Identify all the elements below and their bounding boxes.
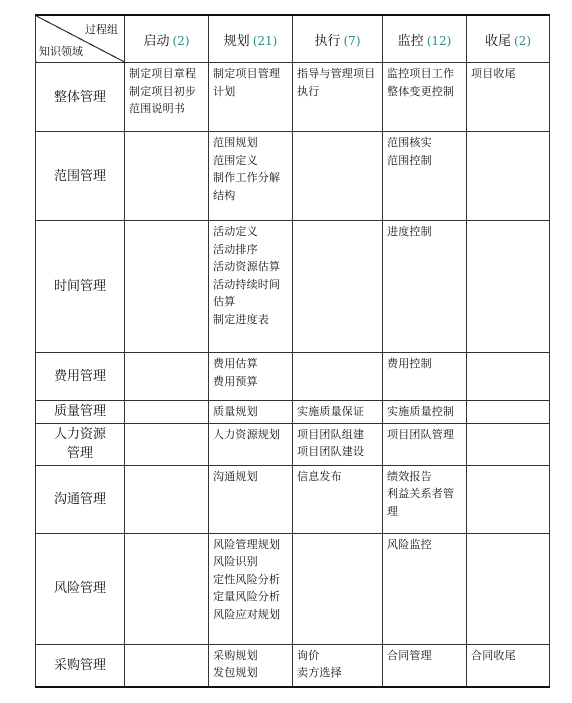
process-cell [125, 465, 209, 533]
process-item: 发包规划 [213, 666, 258, 679]
group-count: (2) [514, 33, 531, 48]
process-item: 沟通规划 [213, 469, 258, 483]
process-cell [467, 401, 550, 424]
process-item: 范围核实 [387, 136, 432, 149]
group-label: 规划 [223, 33, 250, 49]
process-cell [209, 465, 293, 533]
knowledge-area-label: 整体管理 [36, 63, 125, 132]
process-cell [209, 533, 293, 644]
table-row [36, 533, 550, 644]
process-cell [209, 132, 293, 221]
corner-header [36, 15, 125, 63]
process-item: 定性风险分析 [213, 572, 281, 586]
process-item: 活动定义 [213, 225, 258, 238]
process-item: 制作工作分解结构 [213, 171, 281, 202]
process-cell [209, 353, 293, 401]
process-cell [125, 221, 209, 353]
process-cell [209, 644, 293, 687]
process-cell [383, 353, 467, 401]
process-item: 整体变更控制 [387, 84, 455, 98]
process-cell [293, 423, 383, 465]
process-item: 信息发布 [297, 469, 342, 483]
knowledge-area-label: 采购管理 [36, 644, 125, 687]
process-item: 风险监控 [387, 537, 432, 551]
process-cell [209, 423, 293, 465]
process-item: 质量规划 [213, 405, 258, 418]
process-item: 风险识别 [213, 555, 258, 568]
process-cell [383, 423, 467, 465]
group-count: (2) [172, 33, 190, 48]
group-header-monitoring [383, 15, 467, 63]
process-item: 项目收尾 [471, 67, 516, 80]
process-item: 卖方选择 [297, 666, 342, 679]
table-row [36, 644, 550, 687]
corner-label-knowledge-areas: 知识领域 [39, 45, 83, 58]
knowledge-area-label: 范围管理 [36, 132, 125, 221]
process-item: 项目团队建设 [297, 445, 365, 458]
process-cell [467, 353, 550, 401]
process-item: 人力资源规划 [213, 427, 281, 441]
process-cell [293, 533, 383, 644]
process-cell [293, 465, 383, 533]
knowledge-area-label: 时间管理 [36, 221, 125, 353]
process-item: 制定进度表 [213, 312, 269, 326]
group-count: (12) [426, 33, 452, 48]
knowledge-area-label: 质量管理 [36, 401, 125, 424]
process-cell [467, 423, 550, 465]
process-cell [467, 644, 550, 687]
process-cell [209, 401, 293, 424]
process-cell [383, 132, 467, 221]
process-item: 实施质量控制 [387, 405, 455, 418]
group-label: 收尾 [484, 33, 511, 49]
group-label: 监控 [397, 33, 424, 49]
group-header-executing [293, 15, 383, 63]
process-cell [125, 63, 209, 132]
process-cell [383, 533, 467, 644]
process-cell [467, 465, 550, 533]
process-item: 范围控制 [387, 153, 432, 167]
process-item: 费用控制 [387, 357, 432, 370]
table-row [36, 465, 550, 533]
knowledge-area-label: 费用管理 [36, 353, 125, 401]
process-cell [125, 132, 209, 221]
group-count: (21) [252, 33, 278, 48]
process-item: 制定项目管理计划 [213, 67, 281, 98]
process-cell [383, 465, 467, 533]
table-row [36, 423, 550, 465]
group-header-initiating [125, 15, 209, 63]
table-row [36, 63, 550, 132]
process-cell [467, 132, 550, 221]
process-item: 合同收尾 [471, 648, 516, 662]
process-item: 活动排序 [213, 242, 258, 256]
process-cell [467, 533, 550, 644]
group-label: 启动 [143, 33, 170, 49]
process-cell [293, 221, 383, 353]
process-item: 定量风险分析 [213, 590, 281, 603]
process-cell [125, 423, 209, 465]
knowledge-area-label: 人力资源 管理 [36, 423, 125, 465]
process-item: 进度控制 [387, 225, 432, 238]
process-item: 询价 [297, 648, 320, 662]
process-cell [125, 533, 209, 644]
process-item: 费用预算 [213, 374, 258, 388]
process-cell [125, 353, 209, 401]
process-item: 制定项目初步范围说明书 [129, 84, 197, 115]
process-item: 范围定义 [213, 153, 258, 167]
process-cell [293, 132, 383, 221]
process-cell [293, 644, 383, 687]
header-row [36, 15, 550, 63]
table-row [36, 401, 550, 424]
knowledge-area-label: 沟通管理 [36, 465, 125, 533]
knowledge-area-label: 风险管理 [36, 533, 125, 644]
process-knowledge-matrix [35, 14, 550, 688]
process-cell [125, 401, 209, 424]
process-item: 利益关系者管理 [387, 487, 455, 518]
process-cell [209, 221, 293, 353]
table-row [36, 132, 550, 221]
process-item: 绩效报告 [387, 469, 432, 483]
group-header-planning [209, 15, 293, 63]
process-cell [383, 63, 467, 132]
process-item: 实施质量保证 [297, 405, 365, 418]
process-item: 费用估算 [213, 357, 258, 370]
group-count: (7) [343, 33, 361, 48]
table-row [36, 221, 550, 353]
process-item: 活动持续时间估算 [213, 277, 281, 308]
group-header-closing [467, 15, 550, 63]
process-cell [293, 353, 383, 401]
process-cell [383, 401, 467, 424]
matrix-body [36, 63, 550, 688]
process-item: 项目团队管理 [387, 427, 455, 441]
process-item: 活动资源估算 [213, 260, 281, 273]
process-cell [209, 63, 293, 132]
group-label: 执行 [314, 33, 341, 49]
process-item: 风险应对规划 [213, 607, 281, 621]
process-item: 风险管理规划 [213, 537, 281, 551]
process-cell [293, 63, 383, 132]
process-item: 项目团队组建 [297, 427, 365, 441]
corner-label-process-groups: 过程组 [85, 23, 118, 36]
process-cell [467, 221, 550, 353]
process-item: 监控项目工作 [387, 67, 455, 80]
process-item: 范围规划 [213, 136, 258, 149]
process-cell [383, 221, 467, 353]
table-row [36, 353, 550, 401]
process-cell [293, 401, 383, 424]
process-cell [125, 644, 209, 687]
process-cell [383, 644, 467, 687]
process-item: 合同管理 [387, 648, 432, 662]
process-cell [467, 63, 550, 132]
process-item: 制定项目章程 [129, 67, 197, 80]
process-item: 指导与管理项目执行 [297, 67, 376, 98]
process-item: 采购规划 [213, 648, 258, 662]
